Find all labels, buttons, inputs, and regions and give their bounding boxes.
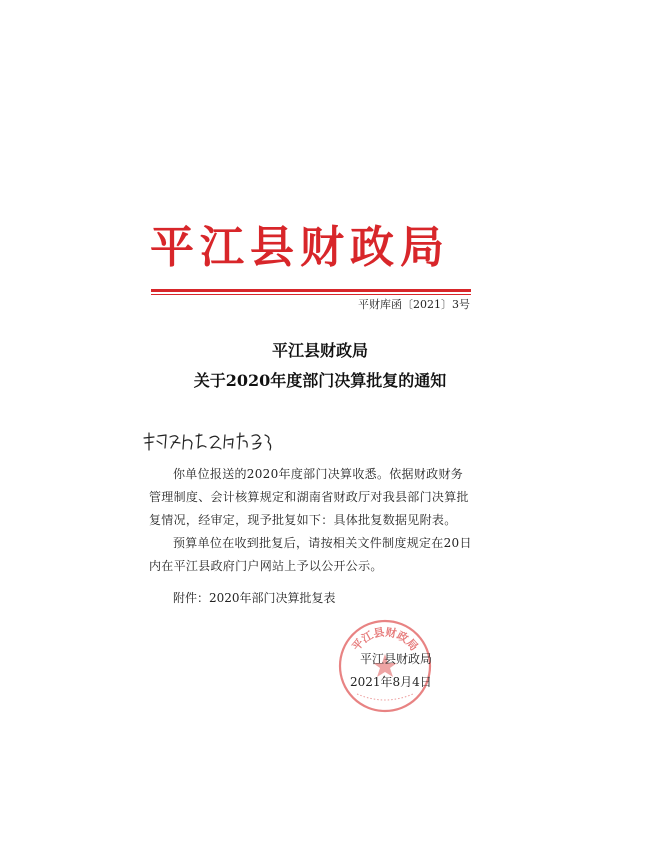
body-paragraph-2: 预算单位在收到批复后，请按相关文件制度规定在20日内在平江县政府门户网站上予以公开公示。 [149, 536, 472, 573]
letterhead-red-rule-thin [151, 294, 471, 295]
attachment-note: 附件：2020年部门决算批复表 [173, 591, 336, 605]
signature-organization: 平江县财政局 [360, 652, 433, 666]
seal-text: 平江县财政局 [349, 625, 421, 654]
letterhead-red-rule-thick [151, 289, 471, 292]
document-number: 平财库函〔2021〕3号 [358, 298, 470, 311]
handwritten-recipient-signature [140, 428, 280, 456]
notice-heading-line2: 关于2020年度部门决算批复的通知 [193, 371, 447, 390]
notice-heading-line1: 平江县财政局 [271, 341, 368, 360]
body-paragraph-1: 你单位报送的2020年度部门决算收悉。依据财政财务管理制度、会计核算规定和湖南省财政厅对我县部门决算批复情况，经审定，现予批复如下：具体批复数据见附表。 [149, 467, 469, 527]
letterhead-agency-title: 平江县财政局 [150, 222, 450, 273]
signature-date: 2021年8月4日 [350, 675, 432, 689]
